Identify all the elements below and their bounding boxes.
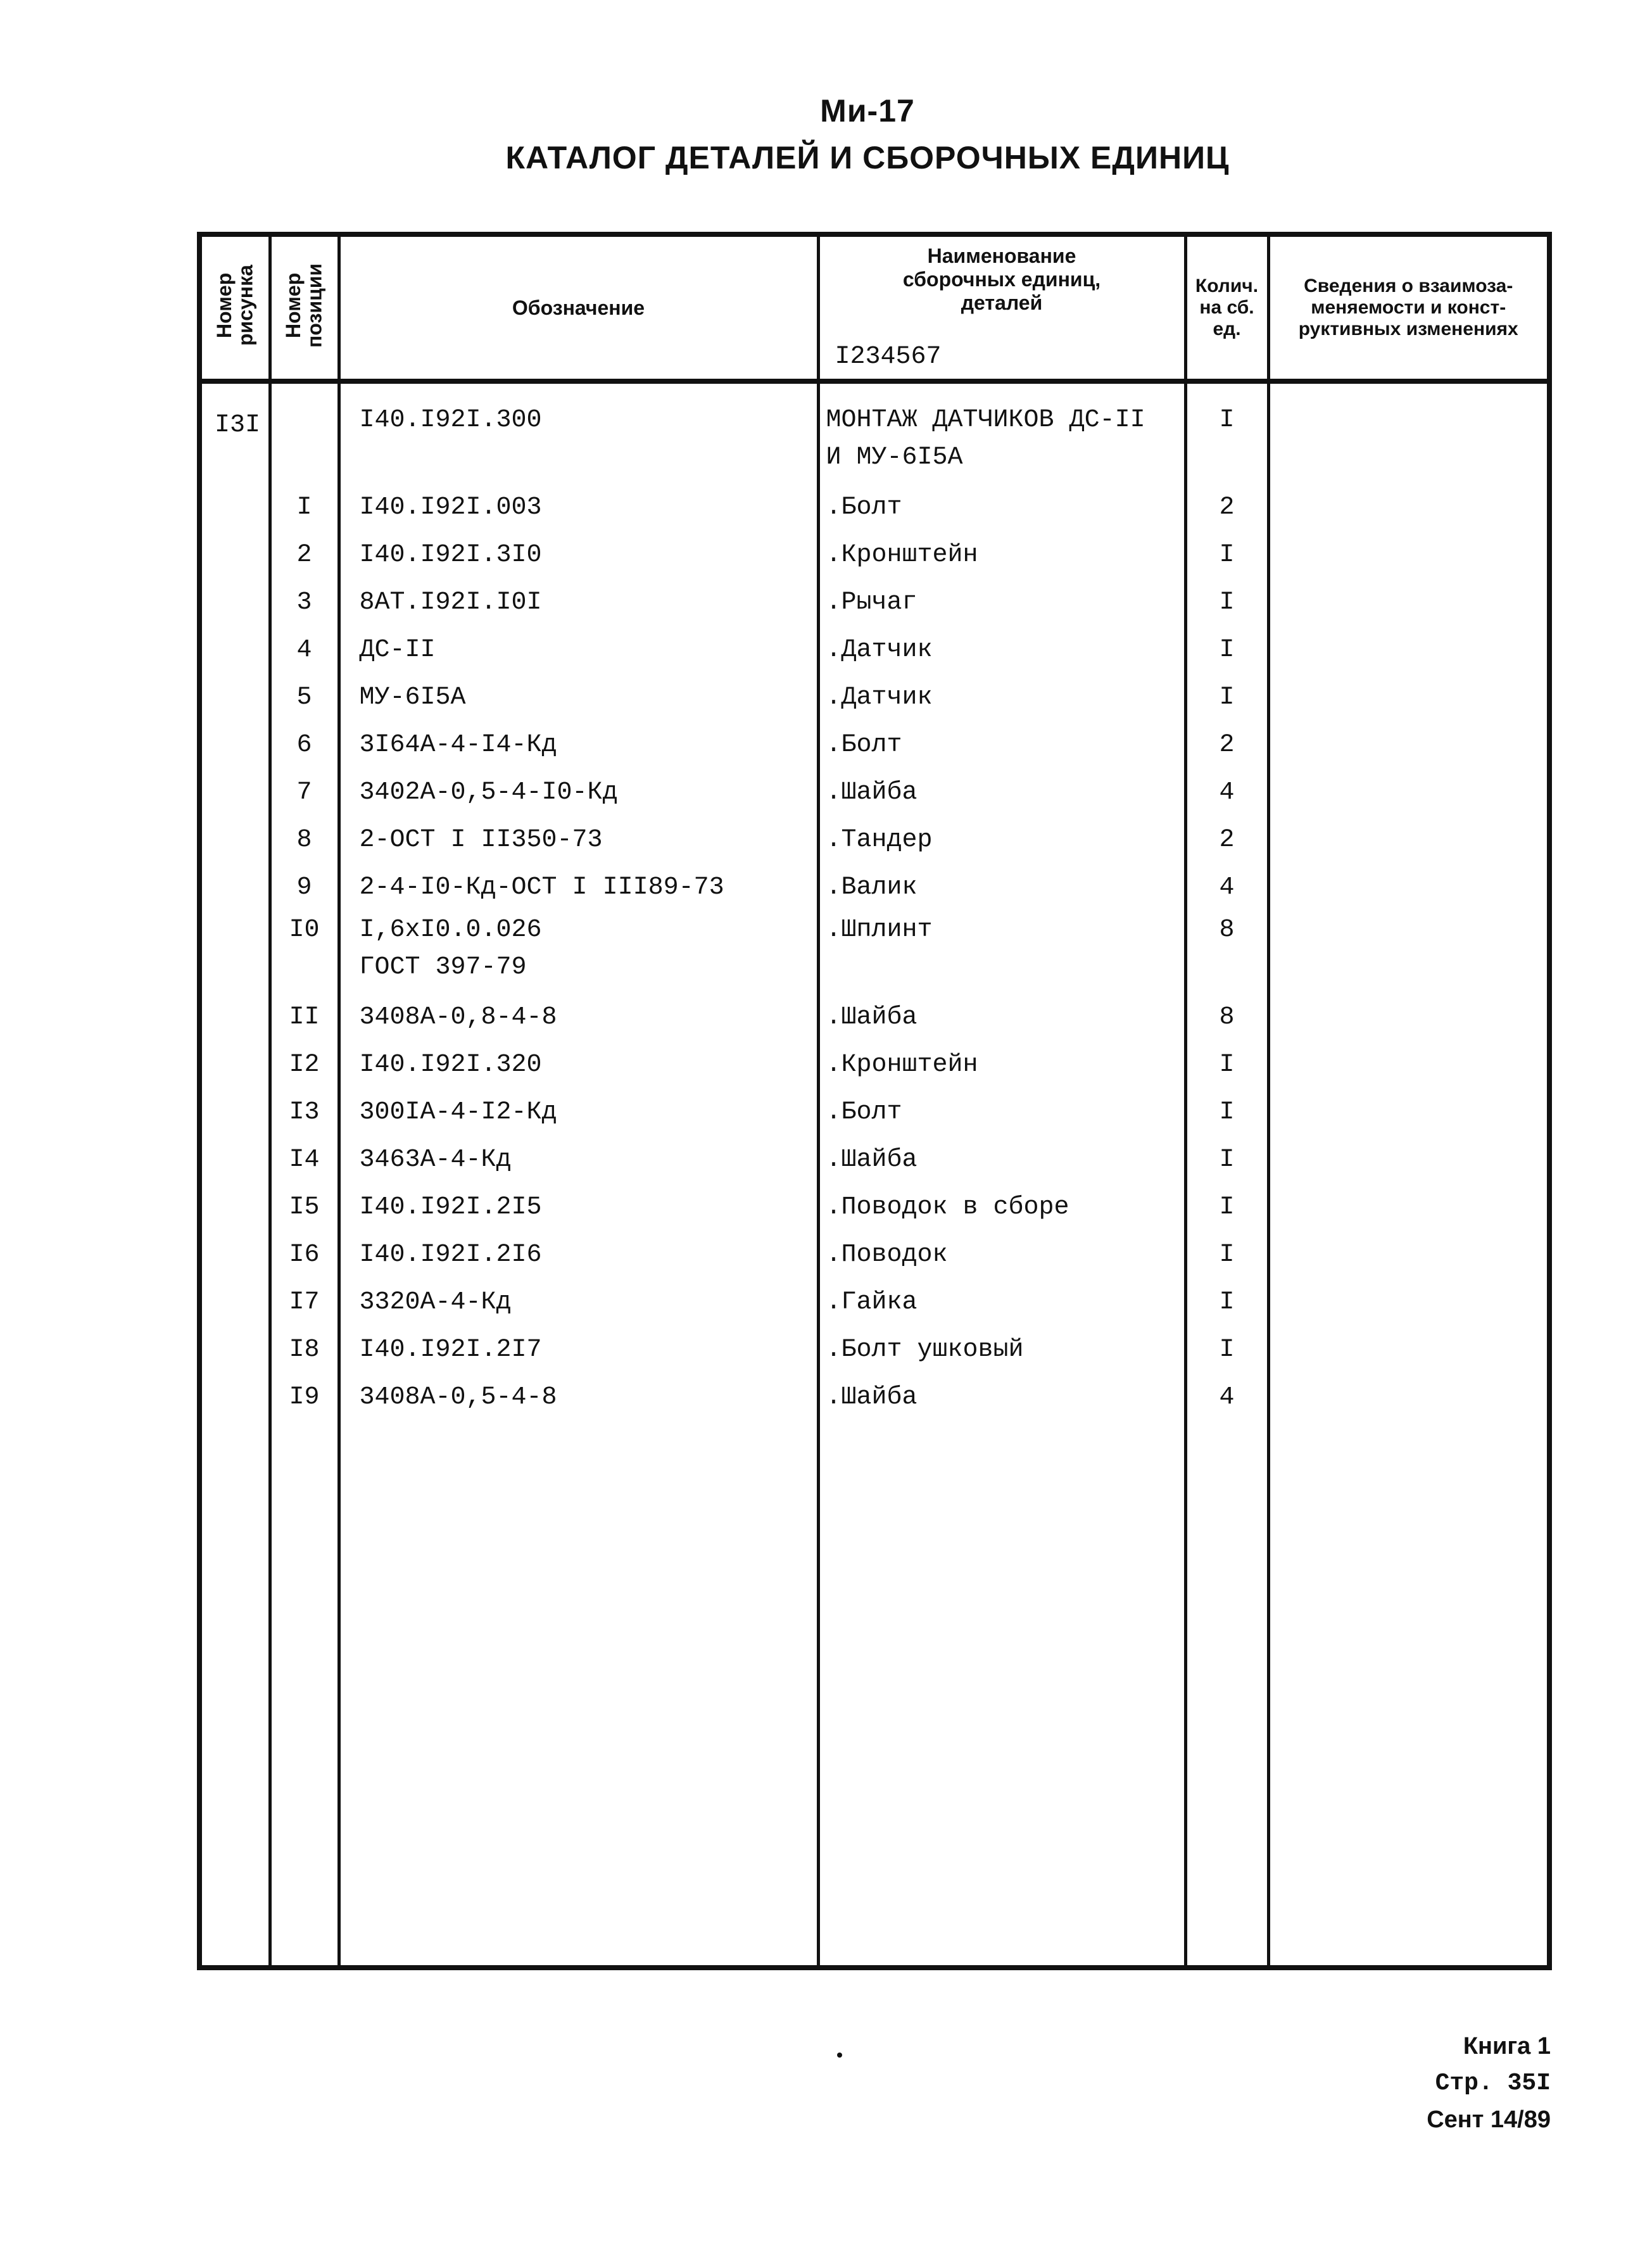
row-code: 300IА-4-I2-Кд [359,1098,557,1127]
row-pos: I6 [289,1241,320,1269]
row-qty: 4 [1219,1383,1235,1412]
row-code: 3408А-0,5-4-8 [359,1383,557,1412]
row-qty: I [1219,636,1235,664]
row-code: I40.I92I.300 [359,406,542,434]
row-pos: I8 [289,1336,320,1364]
doc-code: Ми-17 [820,93,915,129]
row-name: .Шайба [826,778,917,807]
designation-column [339,381,818,1968]
row-code: 3463А-4-Кд [359,1146,512,1174]
row-qty: 4 [1219,873,1235,902]
row-qty: 8 [1219,916,1235,944]
row-code: 2-4-I0-Кд-ОСТ I III89-73 [359,873,724,902]
row-pos: I9 [289,1383,320,1412]
header-position: Номер позиции [270,234,339,381]
row-name: .Болт [826,731,902,759]
row-pos: 2 [296,541,312,569]
row-pos: I0 [289,916,320,944]
parts-catalog-table [197,232,1552,1970]
table-body [199,381,1549,1968]
row-name: .Валик [826,873,917,902]
row-qty: I [1219,1051,1235,1079]
row-qty: 2 [1219,826,1235,854]
notes-column [1268,381,1549,1968]
header-designation: Обозначение [339,234,818,381]
header-name-code: I234567 [835,343,942,371]
row-pos: 5 [296,683,312,712]
row-pos: I4 [289,1146,320,1174]
row-qty: 8 [1219,1003,1235,1032]
row-code: 8АТ.I92I.I0I [359,588,542,617]
row-name: МОНТАЖ ДАТЧИКОВ ДС-II И МУ-6I5А [826,406,1145,472]
row-code: ДС-II [359,636,436,664]
row-code: I40.I92I.003 [359,493,542,522]
row-qty: I [1219,541,1235,569]
row-pos: 3 [296,588,312,617]
row-code: 3320А-4-Кд [359,1288,512,1317]
row-qty: I [1219,683,1235,712]
row-code: I,6хI0.0.026 ГОСТ 397-79 [359,916,542,982]
row-pos: 8 [296,826,312,854]
row-code: 3I64А-4-I4-Кд [359,731,557,759]
row-code: I40.I92I.3I0 [359,541,542,569]
row-code: 2-ОСТ I II350-73 [359,826,603,854]
row-name: .Поводок [826,1241,948,1269]
row-name: .Датчик [826,636,933,664]
row-pos: I5 [289,1193,320,1222]
row-qty: I [1219,1336,1235,1364]
row-code: МУ-6I5А [359,683,466,712]
row-pos: II [289,1003,320,1032]
row-qty: I [1219,406,1235,434]
row-code: 3408А-0,8-4-8 [359,1003,557,1032]
row-name: .Датчик [826,683,933,712]
row-pos: 7 [296,778,312,807]
position-column [270,381,339,1968]
row-name: .Шплинт [826,916,933,944]
row-name: .Гайка [826,1288,917,1317]
header-name [818,234,1185,381]
row-pos: I [296,493,312,522]
row-name: .Шайба [826,1003,917,1032]
row-name: .Болт [826,493,902,522]
row-name: .Болт [826,1098,902,1127]
row-name: .Шайба [826,1146,917,1174]
row-code: I40.I92I.2I7 [359,1336,542,1364]
row-pos: I2 [289,1051,320,1079]
row-code: I40.I92I.2I5 [359,1193,542,1222]
row-name: .Рычаг [826,588,917,617]
row-qty: I [1219,1146,1235,1174]
row-name: .Кронштейн [826,1051,978,1079]
row-pos: I7 [289,1288,320,1317]
row-qty: I [1219,1098,1235,1127]
figure-number: I3I [199,381,270,1968]
row-code: I40.I92I.2I6 [359,1241,542,1269]
doc-title: КАТАЛОГ ДЕТАЛЕЙ И СБОРОЧНЫХ ЕДИНИЦ [505,140,1230,175]
row-pos [272,402,337,484]
row-qty: 4 [1219,778,1235,807]
row-pos: 9 [296,873,312,902]
footer-date: Сент 14/89 [1427,2106,1551,2133]
row-code: 3402А-0,5-4-I0-Кд [359,778,618,807]
row-qty: 2 [1219,731,1235,759]
scan-speck [837,2053,842,2058]
row-pos: I3 [289,1098,320,1127]
row-name: .Поводок в сборе [826,1193,1069,1222]
row-name: .Шайба [826,1383,917,1412]
table-header [199,234,1549,381]
name-column [818,381,1185,1968]
row-qty: 2 [1219,493,1235,522]
row-code: I40.I92I.320 [359,1051,542,1079]
row-qty: I [1219,1241,1235,1269]
row-qty: I [1219,1288,1235,1317]
row-pos: 6 [296,731,312,759]
header-quantity: Колич. на сб. ед. [1185,234,1268,381]
row-qty: I [1219,588,1235,617]
row-name: .Тандер [826,826,933,854]
row-name: .Кронштейн [826,541,978,569]
footer-page: Стр. 35I [1435,2070,1551,2097]
header-notes: Сведения о взаимоза-меняемости и конст-руктивных изменениях [1268,234,1549,381]
header-name-label: Наименование сборочных единиц, деталей [902,244,1101,314]
quantity-column [1185,381,1268,1968]
header-figure: Номер рисунка [199,234,270,381]
row-name: .Болт ушковый [826,1336,1024,1364]
row-qty: I [1219,1193,1235,1222]
footer-book: Книга 1 [1463,2033,1551,2060]
row-pos: 4 [296,636,312,664]
